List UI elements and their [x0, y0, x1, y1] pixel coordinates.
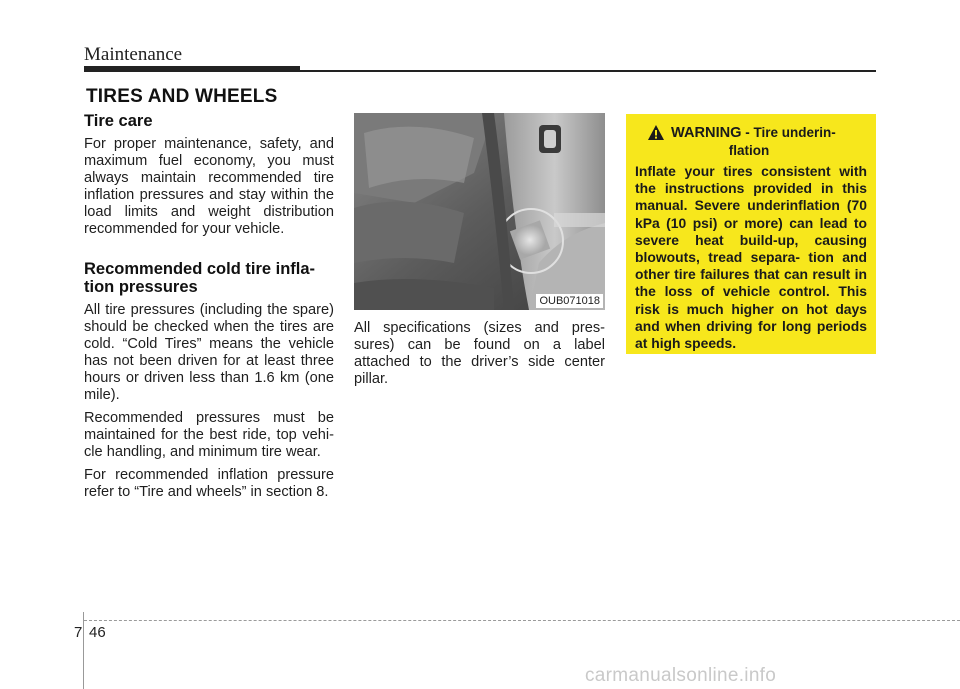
warning-subtitle-continued: flation: [728, 143, 770, 158]
warning-subtitle: - Tire underin-: [741, 125, 836, 140]
warning-triangle-icon: [647, 124, 665, 141]
header-rule: [300, 70, 876, 72]
page-number: 46: [89, 624, 106, 641]
section-title: TIRES AND WHEELS: [86, 86, 278, 107]
warning-header: [635, 124, 867, 159]
warning-title: WARNING: [671, 125, 742, 141]
cold-pressure-paragraph: All tire pressures (including the spare) should be checked when the tires are cold. “Cold Tires” means the vehicle has not been driven for at least three hours or driven less than 1.6 km (one mile).: [84, 302, 334, 403]
tire-care-text: For proper maintenance, safety, and maximum fuel economy, you must always maintain recommended tire inflation pressures and stay within the load limits and weight distribution recommended for your vehicle.: [84, 136, 334, 237]
cold-pressure-heading: Recommended cold tire infla- tion pressures: [84, 260, 316, 296]
door-pillar-photo: [354, 113, 605, 310]
door-pillar-illustration: [354, 113, 605, 310]
recommended-pressure-paragraph: Recommended pressures must be maintained for the best ride, top vehi- cle handling, and minimum tire wear.: [84, 410, 334, 460]
left-column: [84, 112, 334, 501]
image-code: OUB071018: [536, 294, 603, 308]
tire-care-heading: Tire care: [84, 112, 153, 130]
chapter-number: 7: [74, 624, 83, 641]
watermark: carmanualsonline.info: [585, 665, 777, 686]
middle-column: [354, 320, 605, 388]
header-bar: [84, 66, 300, 72]
footer-divider-vertical: [83, 612, 84, 689]
warning-box: [626, 114, 876, 354]
footer-divider: [84, 620, 960, 621]
page-header-title: Maintenance: [84, 44, 183, 65]
label-location-text: All specifications (sizes and pres- sures) can be found on a label attached to the driver’s side center pillar.: [354, 320, 605, 387]
inflation-reference-paragraph: For recommended inflation pressure refer to “Tire and wheels” in section 8.: [84, 467, 334, 500]
warning-body: Inflate your tires consistent with the instructions provided in this manual. Severe underinflation (70 kPa (10 psi) or more) can lead to severe heat build-up, causing blowouts, tread separa- tion and other tire failures that can result in the loss of vehicle control. This risk is much higher on hot days and when driving for long periods at high speeds.: [635, 163, 867, 352]
